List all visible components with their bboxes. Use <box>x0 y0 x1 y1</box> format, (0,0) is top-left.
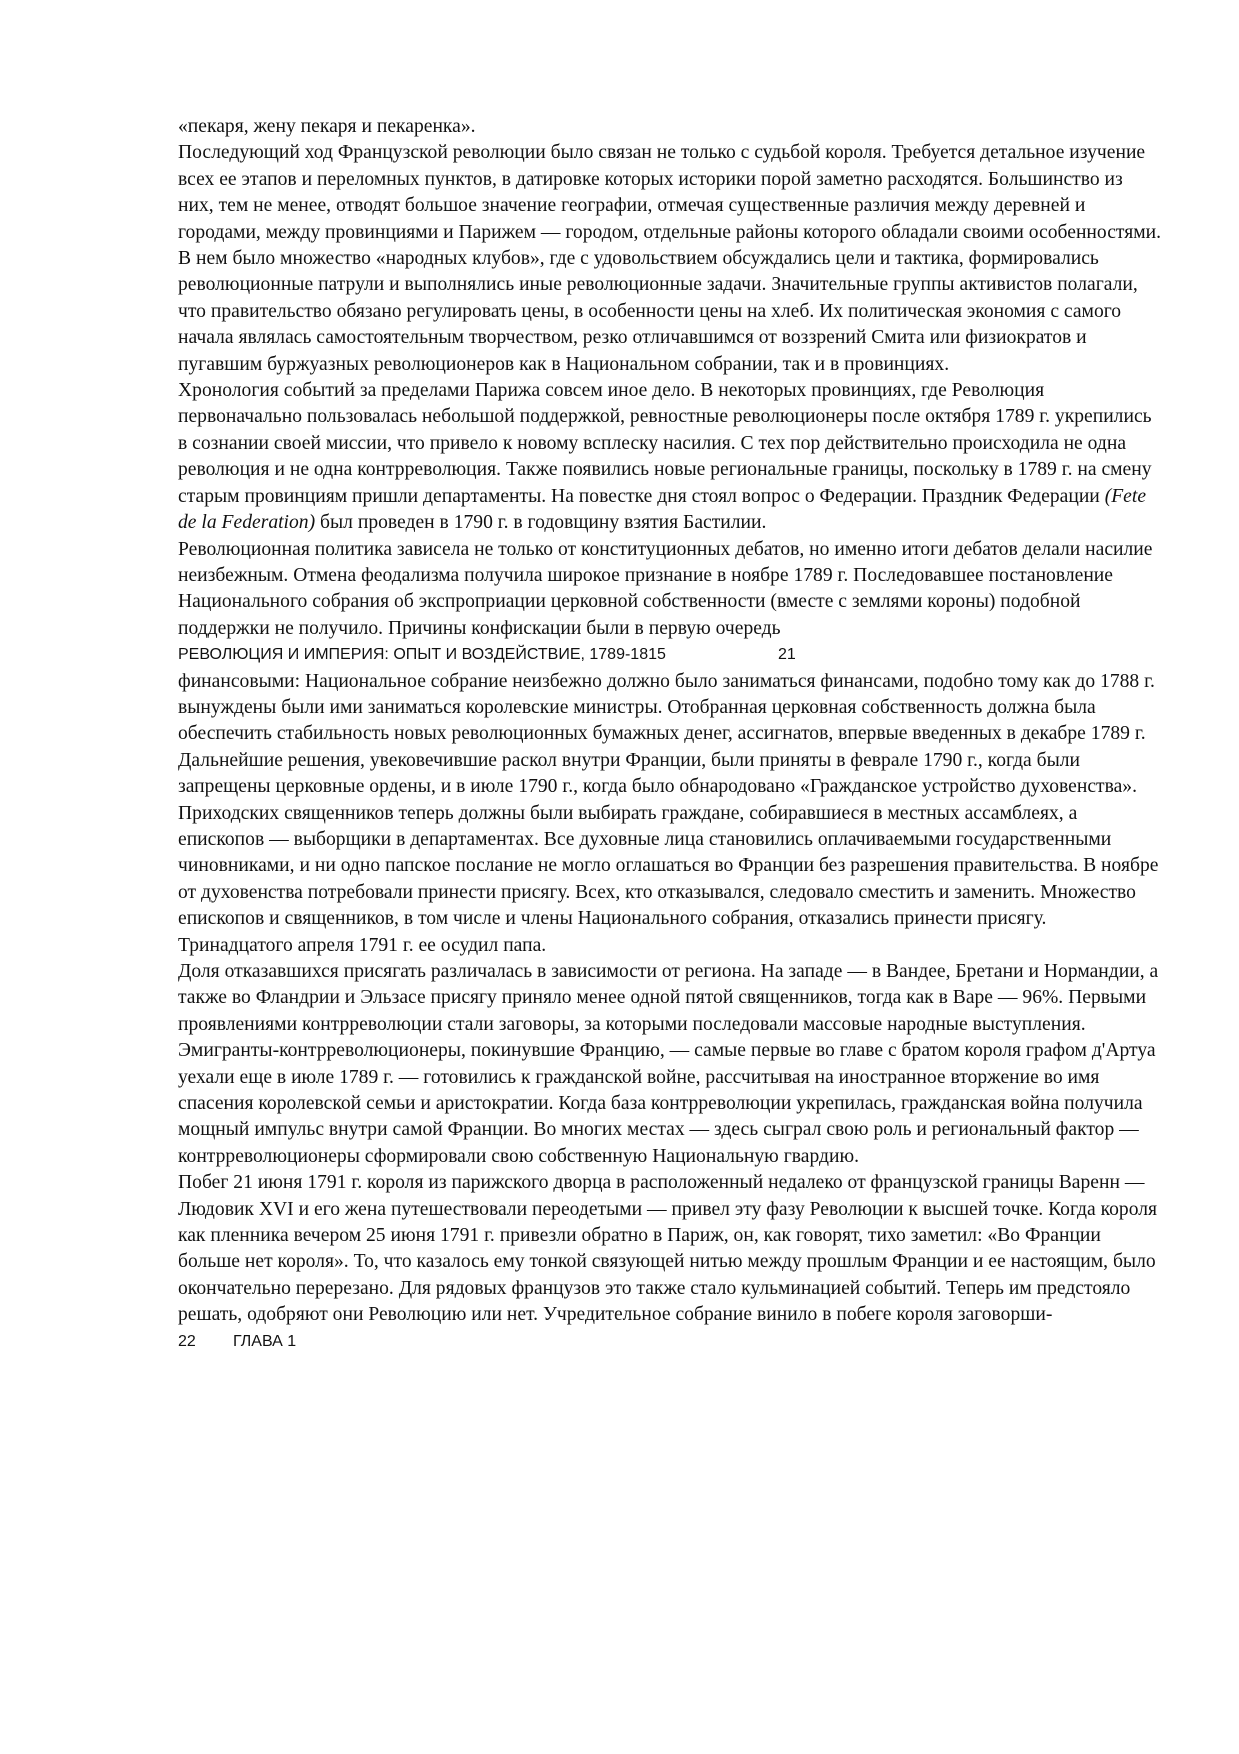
running-foot <box>178 1329 1163 1355</box>
paragraph-3-text-before: Хронология событий за пределами Парижа совсем иное дело. В некоторых провинциях, где Революция первоначально пользовалась небольшой поддержкой, ревностные революционеры после октября 1789 г. укрепились в сознании своей миссии, что привело к новому всплеску насилия. С тех пор действительно происходила не одна революция и не одна контрреволюция. Также появились новые региональные границы, поскольку в 1789 г. на смену старым провинциям пришли департаменты. На повестке дня стоял вопрос о Федерации. Праздник Федерации <box>178 380 1152 507</box>
paragraph-1: «пекаря, жену пекаря и пекаренка». <box>178 116 476 137</box>
paragraph-4: Революционная политика зависела не только от конституционных дебатов, но именно итоги дебатов делали насилие неизбежным. Отмена феодализма получила широкое признание в ноябре 1789 г. Последовавшее постановление Национального собрания об экспроприации церковной собственности (вместе с землями короны) подобной поддержки не получило. Причины конфискации были в первую очередь <box>178 538 1153 639</box>
paragraph-7: Доля отказавшихся присягать различалась в зависимости от региона. На западе — в Вандее, Бретани и Нормандии, а также во Фландрии и Эльзасе присягу приняло менее одной пятой священников, тогда как в Варе — 96%. Первыми проявлениями контрреволюции стали заговоры, за которыми последовали массовые народные выступления. Эмигранты-контрреволюционеры, покинувшие Францию, — самые первые во главе с братом короля графом д'Артуа уехали еще в июле 1789 г. — готовились к гражданской войне, рассчитывая на иностранное вторжение во имя спасения королевской семьи и аристократии. Когда база контрреволюции укрепилась, гражданская война получила мощный импульс внутри самой Франции. Во многих местах — здесь сыграл свою роль и региональный фактор — контрреволюционеры сформировали свою собственную Национальную гвардию. <box>178 961 1159 1167</box>
running-head <box>178 642 1163 668</box>
paragraph-3 <box>178 378 1163 536</box>
running-head-title: РЕВОЛЮЦИЯ И ИМПЕРИЯ: ОПЫТ И ВОЗДЕЙСТВИЕ, 1789-1815 <box>178 646 666 664</box>
document-page <box>178 114 1163 1355</box>
paragraph-3-text-after: был проведен в 1790 г. в годовщину взятия Бастилии. <box>315 512 767 534</box>
paragraph-3-italic: (Fete de la Federation) <box>178 485 1147 534</box>
paragraph-2: Последующий ход Французской революции было связан не только с судьбой короля. Требуется детальное изучение всех ее этапов и переломных пунктов, в датировке которых историки порой заметно расходятся. Большинство из них, тем не менее, отводят большое значение географии, отмечая существенные различия между деревней и городами, между провинциями и Парижем — городом, отдельные районы которого обладали своими особенностями. В нем было множество «народных клубов», где с удовольствием обсуждались цели и тактика, формировались революционные патрули и выполнялись иные революционные задачи. Значительные группы активистов полагали, что правительство обязано регулировать цены, в особенности цены на хлеб. Их политическая экономия с самого начала являлась самостоятельным творчеством, резко отличавшимся от воззрений Смита или физиократов и пугавшим буржуазных революционеров как в Национальном собрании, так и в провинциях. <box>178 142 1161 375</box>
paragraph-5: финансовыми: Национальное собрание неизбежно должно было заниматься финансами, подобно тому как до 1788 г. вынуждены были ими заниматься королевские министры. Отобранная церковная собственность должна была обеспечить стабильность новых революционных бумажных денег, ассигнатов, впервые введенных в декабре 1789 г. <box>178 670 1155 745</box>
running-foot-title: ГЛАВА 1 <box>233 1332 297 1350</box>
paragraph-6: Дальнейшие решения, увековечившие раскол внутри Франции, были приняты в феврале 1790 г., когда были запрещены церковные ордены, и в июле 1790 г., когда было обнародовано «Гражданское устройство духовенства». Приходских священников теперь должны были выбирать граждане, собиравшиеся в местных ассамблеях, а епископов — выборщики в департаментах. Все духовные лица становились оплачиваемыми государственными чиновниками, и ни одно папское послание не могло оглашаться во Франции без разрешения правительства. В ноябре от духовенства потребовали принести присягу. Всех, кто отказывался, следовало сместить и заменить. Множество епископов и священников, в том числе и члены Национального собрания, отказались принести присягу. Тринадцатого апреля 1791 г. ее осудил папа. <box>178 749 1159 956</box>
running-head-page-number: 21 <box>778 646 796 664</box>
paragraph-8: Побег 21 июня 1791 г. короля из парижского дворца в расположенный недалеко от французской границы Варенн — Людовик XVI и его жена путешествовали переодетыми — привел эту фазу Революции к высшей точке. Когда короля как пленника вечером 25 июня 1791 г. привезли обратно в Париж, он, как говорят, тихо заметил: «Во Франции больше нет короля». То, что казалось ему тонкой связующей нитью между прошлым Франции и ее настоящим, было окончательно перерезано. Для рядовых французов это также стало кульминацией событий. Теперь им предстояло решать, одобряют они Революцию или нет. Учредительное собрание винило в побеге короля заговорши- <box>178 1172 1158 1326</box>
running-foot-page-number: 22 <box>178 1332 196 1350</box>
